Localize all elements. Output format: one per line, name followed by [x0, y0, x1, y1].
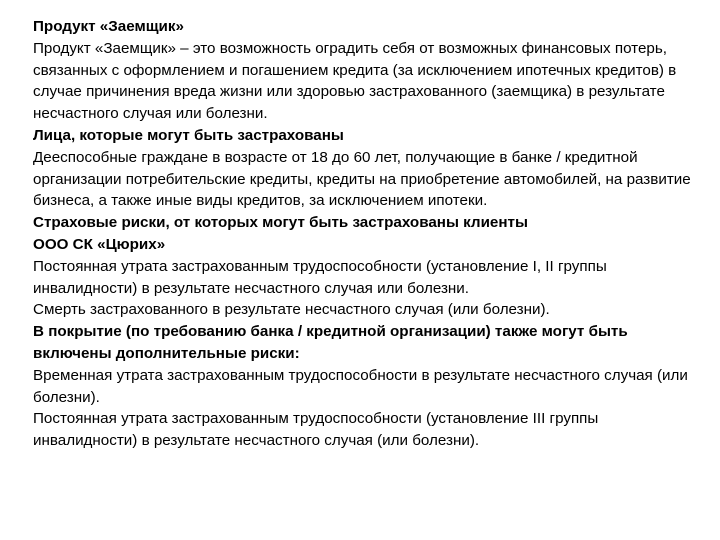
insured-persons-description: Дееспособные граждане в возрасте от 18 до 60 лет, получающие в банке / кредитной организации потребительские кредиты, кредиты на приобретение автомобилей, на развитие бизнеса, а также иные виды кредитов, за исключением ипотеки. — [33, 148, 691, 210]
additional-risks-heading: В покрытие (по требованию банка / кредитной организации) также могут быть включены дополнительные риски: — [33, 323, 628, 362]
document-body — [33, 16, 693, 452]
product-title: Продукт «Заемщик» — [33, 18, 184, 35]
insurance-risks-heading: Страховые риски, от которых могут быть застрахованы клиенты — [33, 214, 528, 232]
risk-temporary-disability: Временная утрата застрахованным трудоспособности в результате несчастного случая (или болезни). — [33, 366, 688, 406]
risk-death: Смерть застрахованного в результате несчастного случая (или болезни). — [33, 301, 550, 319]
product-description: Продукт «Заемщик» – это возможность оградить себя от возможных финансовых потерь, связанных с оформлением и погашением кредита (за исключением ипотечных кредитов) в случае причинения вреда жизни или здоровью застрахованного (заемщика) в результате несчастного случая или болезни. — [33, 39, 677, 123]
risk-permanent-disability-group-3: Постоянная утрата застрахованным трудоспособности (установление III группы инвалидности) в результате несчастного случая (или болезни). — [33, 410, 599, 450]
risk-permanent-disability: Постоянная утрата застрахованным трудоспособности (установление I, II группы инвалидности) в результате несчастного случая или болезни. — [33, 257, 607, 297]
insured-persons-heading: Лица, которые могут быть застрахованы — [33, 126, 344, 144]
insurer-name: ООО СК «Цюрих» — [33, 235, 166, 253]
